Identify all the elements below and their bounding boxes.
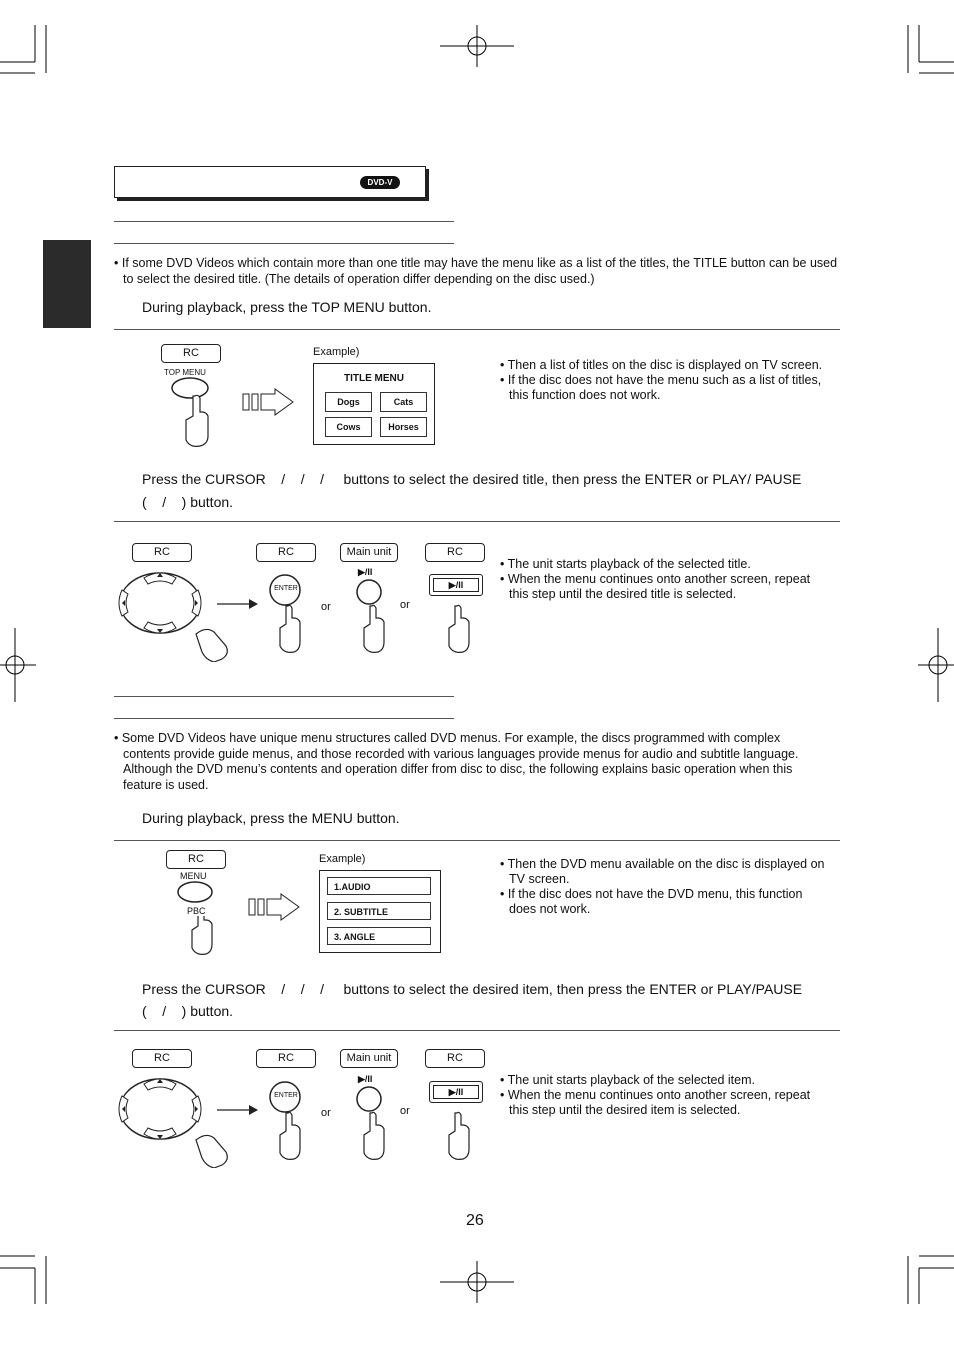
rc-tag: RC: [132, 1049, 192, 1068]
enter-label: ENTER: [274, 585, 298, 592]
section2-rule-bottom: [114, 718, 454, 719]
rc-play-button: ▶/II: [429, 574, 483, 596]
play-pause-label: ▶/II: [358, 1074, 373, 1084]
or-text: or: [400, 599, 410, 611]
example-label: Example): [313, 346, 360, 358]
cursor-pad-icon: [114, 1072, 234, 1168]
hand-press-button-icon: [160, 376, 230, 451]
section2-step1: During playback, press the MENU button.: [142, 810, 400, 826]
dvd-v-badge: DVD-V: [360, 176, 400, 189]
rc-tag: RC: [161, 344, 221, 363]
title-menu-heading: TITLE MENU: [344, 373, 404, 384]
page-number: 26: [466, 1212, 484, 1229]
section2-step2-line2: ( / ) button.: [142, 1003, 234, 1019]
arrow-right-icon: [217, 598, 259, 610]
section1-rule-bottom: [114, 243, 454, 244]
step4-notes: • The unit starts playback of the selected item. • When the menu continues onto another screen, repeat this step until the desired item is selected.: [500, 1073, 811, 1117]
arrow-right-icon: [217, 1104, 259, 1116]
pbc-label: PBC: [187, 906, 206, 916]
step1-notes: • Then a list of titles on the disc is displayed on TV screen. • If the disc does not have the menu such as a list of titles, this function does not work.: [500, 358, 823, 402]
dvd-menu-audio: 1.AUDIO: [327, 877, 431, 895]
title-cats: Cats: [380, 392, 427, 412]
main-unit-tag: Main unit: [340, 543, 398, 562]
hand-press-icon: [435, 596, 475, 656]
title-horses: Horses: [380, 417, 427, 437]
section2-rule-top: [114, 696, 454, 697]
example-label: Example): [319, 853, 366, 865]
play-pause-label: ▶/II: [358, 567, 373, 577]
arrow-right-icon: [246, 893, 302, 921]
top-menu-label: TOP MENU: [164, 368, 206, 377]
rc-tag: RC: [256, 1049, 316, 1068]
title-menu-screen: [313, 363, 435, 445]
dvd-menu-angle: 3. ANGLE: [327, 927, 431, 945]
arrow-right-icon: [240, 388, 296, 416]
hand-press-icon: [435, 1103, 475, 1163]
step2-notes: • The unit starts playback of the selected title. • When the menu continues onto another screen, repeat this step until the desired title is selected.: [500, 557, 811, 601]
dvd-menu-subtitle: 2. SUBTITLE: [327, 902, 431, 920]
dvd-menu-screen: [319, 870, 441, 953]
rc-play-button: ▶/II: [429, 1081, 483, 1103]
title-dogs: Dogs: [325, 392, 372, 412]
main-unit-tag: Main unit: [340, 1049, 398, 1068]
section2-intro: • Some DVD Videos have unique menu structures called DVD menus. For example, the discs programmed with complex contents provide guide menus, and those recorded with various languages provide menus for audio and subtitle language. Although the DVD menu’s contents and operation differ from disc to disc, the following explains basic operation when this feature is used.: [114, 731, 799, 792]
section1-step1: During playback, press the TOP MENU button.: [142, 299, 432, 315]
section1-intro: • If some DVD Videos which contain more than one title may have the menu like as a list of the titles, the TITLE button can be used to select the desired title. (The details of operation differ depending on the disc used.): [114, 256, 838, 286]
step2-rule: [114, 521, 840, 522]
or-text: or: [400, 1105, 410, 1117]
section1-step2-line1: Press the CURSOR / / / buttons to select the desired title, then press the ENTER or PLAY/ PAUSE: [142, 471, 802, 487]
main-unit-play-button-icon: [350, 578, 390, 656]
enter-label: ENTER: [274, 1092, 298, 1099]
section1-rule-top: [114, 221, 454, 222]
or-text: or: [321, 601, 331, 613]
rc-tag: RC: [132, 543, 192, 562]
main-unit-play-button-icon: [350, 1085, 390, 1163]
rc-tag: RC: [425, 543, 485, 562]
side-tab: [43, 240, 91, 328]
title-cows: Cows: [325, 417, 372, 437]
step3-notes: • Then the DVD menu available on the disc is displayed on TV screen. • If the disc does not have the DVD menu, this function does not work.: [500, 857, 825, 916]
rc-tag: RC: [425, 1049, 485, 1068]
menu-label: MENU: [180, 871, 207, 881]
section2-step2-line1: Press the CURSOR / / / buttons to select the desired item, then press the ENTER or PLAY/PAUSE: [142, 981, 803, 997]
rc-tag: RC: [166, 850, 226, 869]
step1-rule: [114, 329, 840, 330]
cursor-pad-icon: [114, 566, 234, 662]
step3-rule: [114, 840, 840, 841]
step4-rule: [114, 1030, 840, 1031]
rc-tag: RC: [256, 543, 316, 562]
section1-step2-line2: ( / ) button.: [142, 494, 234, 510]
or-text: or: [321, 1107, 331, 1119]
hand-press-menu-button-icon: [168, 880, 228, 960]
